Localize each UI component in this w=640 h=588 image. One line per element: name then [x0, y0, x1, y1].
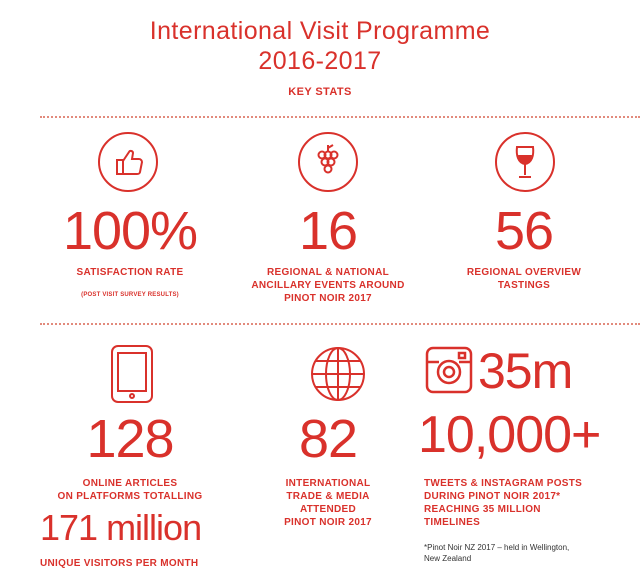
satisfaction-label: SATISFACTION RATE — [76, 267, 184, 278]
instagram-icon — [425, 346, 473, 394]
key-stats-heading: KEY STATS — [288, 86, 352, 98]
social-footnote: *Pinot Noir NZ 2017 – held in Wellington, New Zealand — [424, 543, 570, 563]
articles-label: ONLINE ARTICLES ON PLATFORMS TOTALLING — [57, 478, 203, 502]
events-value: 16 — [298, 201, 358, 261]
grapes-icon — [297, 131, 359, 193]
articles-reach-label: UNIQUE VISITORS PER MONTH — [40, 558, 199, 569]
tastings-value: 56 — [494, 201, 554, 261]
articles-value: 128 — [86, 409, 174, 469]
attended-label: INTERNATIONAL TRADE & MEDIA ATTENDED PINOT NOIR 2017 — [284, 478, 372, 528]
page-title-line1: International Visit Programme — [149, 17, 491, 45]
articles-reach-value: 171 million — [40, 507, 202, 548]
social-reach-value: 35m — [478, 343, 573, 399]
satisfaction-value: 100% — [62, 201, 198, 261]
page-title-line2: 2016-2017 — [258, 47, 382, 75]
attended-value: 82 — [298, 409, 358, 469]
tastings-label: REGIONAL OVERVIEW TASTINGS — [466, 267, 582, 291]
wine-glass-icon — [494, 131, 556, 193]
divider-top — [40, 116, 640, 118]
social-label: TWEETS & INSTAGRAM POSTS DURING PINOT NOIR 2017* REACHING 35 MILLION TIMELINES — [424, 478, 583, 528]
globe-icon — [310, 346, 366, 402]
events-label: REGIONAL & NATIONAL ANCILLARY EVENTS AROUND PINOT NOIR 2017 — [251, 267, 405, 304]
thumbs-up-icon — [97, 131, 159, 193]
divider-middle — [40, 323, 640, 325]
social-posts-value: 10,000+ — [418, 406, 601, 464]
satisfaction-note: (POST VISIT SURVEY RESULTS) — [81, 292, 179, 298]
tablet-icon — [110, 344, 154, 404]
